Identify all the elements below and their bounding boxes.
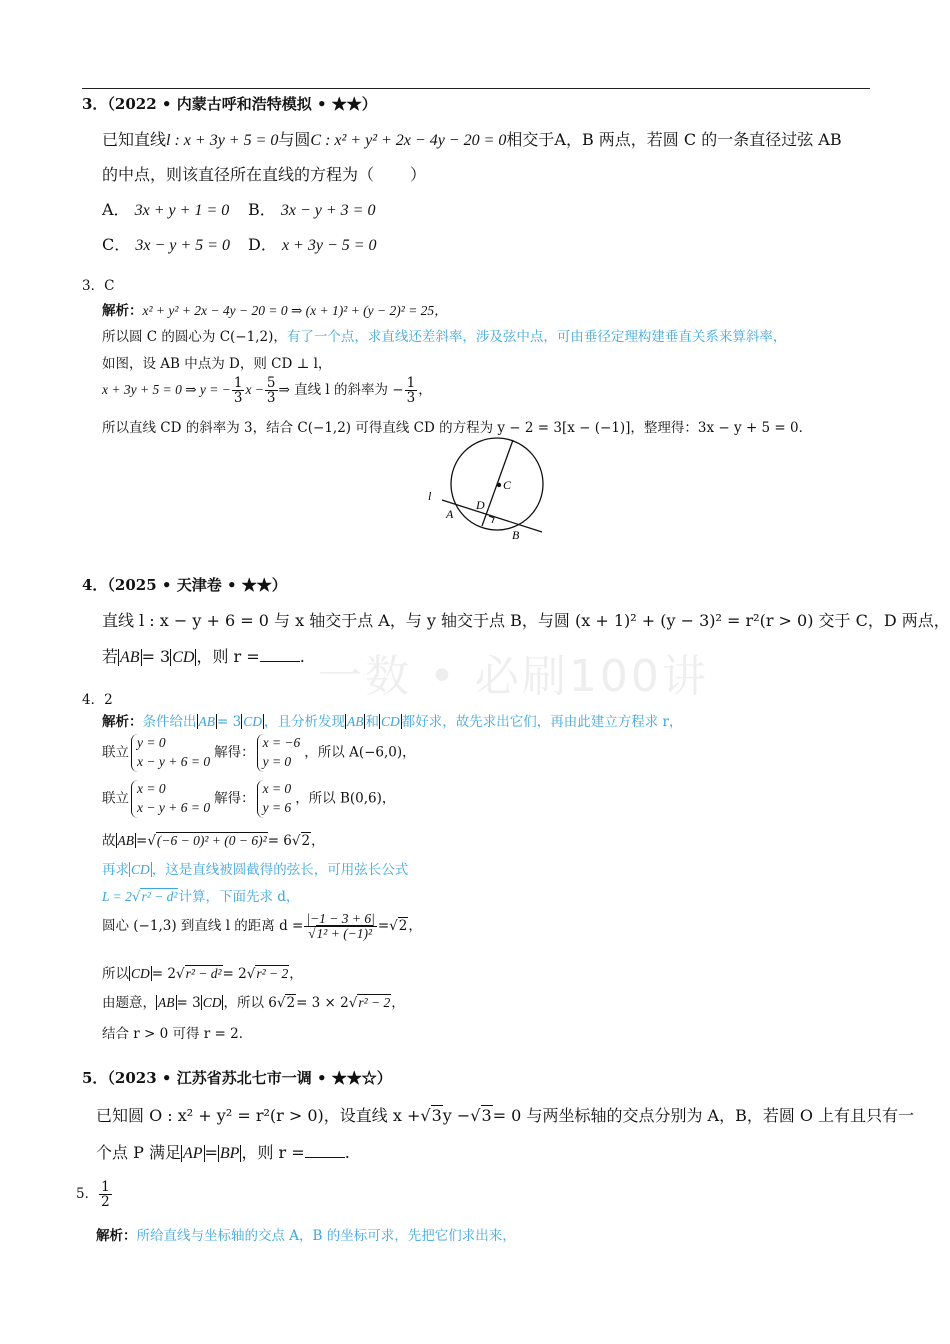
denominator: 3 [406, 390, 416, 407]
a4-text: ，所以 B(0,6)， [295, 790, 396, 807]
q3-option-c [102, 232, 230, 255]
a3-hint-note: 有了一个点，求直线还差斜率，涉及弦中点，可由垂径定理构建垂直关系来算斜率， [286, 329, 787, 345]
abs-cd: CD [380, 714, 400, 729]
hint-text: 和 [365, 714, 379, 730]
hint-text: 都好求，故先求出它们，再由此建立方程求 r， [401, 714, 683, 730]
numerator: 1 [101, 1179, 110, 1195]
a3-answer: 3．C [82, 278, 115, 294]
q3-stem-text: 已知直线 [102, 130, 167, 149]
numerator: 1 [233, 375, 243, 391]
hint-text: L = 2 [102, 889, 132, 904]
q5-text: = [204, 1143, 218, 1162]
q3-option-d [248, 232, 377, 255]
a4-line-ab: 故 AB =√(−6 − 0)² + (0 − 6)²= 6√2， [102, 833, 325, 849]
abs-cd: CD [202, 995, 222, 1010]
radicand: (−6 − 0)² + (0 − 6)² [156, 833, 267, 848]
system-row: y = 0 [262, 753, 292, 769]
q3-circle-figure [420, 432, 555, 542]
label-b: B [512, 528, 520, 542]
top-rule [82, 88, 870, 89]
a3-line2 [102, 325, 786, 345]
denominator: 2 [101, 1194, 110, 1211]
q5-text: 个点 P 满足 [96, 1143, 181, 1162]
q5-text: = 0 与两坐标轴的交点分别为 A，B，若圆 O 上有且只有一 [492, 1106, 915, 1125]
abs-bp: BP [219, 1145, 240, 1162]
q5-text: y − [442, 1106, 471, 1125]
a5-line1 [96, 1224, 516, 1244]
abs-ab: AB [158, 995, 175, 1010]
a4-system2 [102, 780, 395, 818]
hint-text: 计算，下面先求 d， [178, 889, 300, 905]
q5-stem-line1: 已知圆 O : x² + y² = r²(r > 0)，设直线 x +√3y −√3= 0 与两坐标轴的交点分别为 A，B，若圆 O 上有且只有一 [96, 1106, 915, 1125]
center-point [497, 483, 501, 487]
a4-text: = [136, 833, 148, 849]
q5-text: ，则 r = [241, 1143, 305, 1162]
q5-text: . [344, 1143, 350, 1162]
a5-answer [76, 1180, 113, 1209]
a4-text: 所以 [102, 966, 129, 982]
system-row: x − y + 6 = 0 [137, 753, 211, 769]
abs-ab: AB [198, 714, 215, 729]
a4-system1 [102, 734, 416, 772]
abs-ab: AB [120, 649, 140, 666]
a4-distance-line: 圆心 (−1,3) 到直线 l 的距离 d = $\frac{|-1 - 3 + 6|}{\text{√1² + (−1)²}}$ =√2， [102, 911, 422, 942]
solution-system [257, 780, 294, 818]
numerator: 1 [406, 375, 416, 391]
a4-text: 解得： [214, 744, 255, 761]
q3-option-b [248, 197, 375, 220]
radicand: r² − 2 [256, 966, 289, 981]
fraction [99, 1180, 112, 1209]
a3-line5: 所以直线 CD 的斜率为 3，结合 C(−1,2) 可得直线 CD 的方程为 y − 2 = 3[x − (−1)]，整理得：3x − y + 5 = 0． [102, 420, 813, 436]
radicand: 1² + (−1)² [316, 926, 373, 942]
abs-ab: AB [346, 714, 364, 729]
q4-stem-line1: 直线 l : x − y + 6 = 0 与 x 轴交于点 A，与 y 轴交于点 B，与圆 (x + 1)² + (y − 3)² = r²(r > 0) 交于 C，D 两点， [102, 611, 950, 630]
a3-equation: x² + y² + 2x − 4y − 20 = 0 ⇒ (x + 1)² + (y − 2)² = 25， [142, 303, 448, 318]
numerator: |−1 − 3 + 6| [306, 911, 375, 926]
radicand: 3 [431, 1106, 442, 1125]
a4-text: = [377, 918, 390, 935]
q5-stem-line2 [96, 1140, 350, 1163]
abs-cd: CD [243, 714, 262, 729]
a4-conclusion: 结合 r > 0 可得 r = 2． [102, 1026, 253, 1042]
a4-cd-line: 所以 CD = 2√r² − d²= 2√r² − 2， [102, 966, 303, 982]
abs-cd: CD [131, 862, 150, 877]
a5-hint-note: 所给直线与坐标轴的交点 A，B 的坐标可求，先把它们求出来， [136, 1228, 516, 1244]
jiexi-label: 解析： [96, 1228, 137, 1244]
equation-system [131, 734, 212, 772]
denominator: 3 [266, 390, 276, 407]
radicand: r² − d² [141, 889, 178, 904]
line-l [442, 500, 542, 532]
a3-text: x − [245, 382, 264, 398]
jiexi-label: 解析： [102, 714, 143, 730]
option-text: x + 3y − 5 = 0 [281, 237, 377, 254]
option-text: 3x + y + 1 = 0 [134, 202, 230, 219]
label-c: C [503, 478, 512, 492]
a4-text: 由题意， [102, 995, 156, 1011]
a3-line3: 如图，设 AB 中点为 D，则 CD ⊥ l， [102, 356, 332, 372]
a4-text: = 3 × 2 [296, 995, 349, 1011]
system-row: y = 6 [262, 799, 292, 815]
system-row: x = −6 [262, 735, 301, 750]
a4-text: ，所以 A(−6,0)， [304, 744, 416, 761]
radicand: 3 [481, 1106, 492, 1125]
denominator: 3 [233, 390, 243, 407]
fraction [232, 376, 245, 405]
a3-line4 [102, 376, 432, 405]
option-label: D． [248, 235, 277, 254]
q3-stem-line2 [102, 162, 426, 185]
q3-line-equation: l : x + 3y + 5 = 0 [166, 132, 279, 149]
a4-text: ， [391, 995, 405, 1011]
q3-stem-text: 相交于 [506, 130, 555, 149]
option-text: 3x − y + 5 = 0 [135, 237, 230, 254]
hint-text: = 3 [217, 714, 242, 730]
watermark: 一数 • 必刷100讲 [318, 651, 709, 702]
q3-circle-equation: C : x² + y² + 2x − 4y − 20 = 0 [310, 132, 507, 149]
q3-option-a [102, 197, 229, 220]
radicand: r² − d² [185, 966, 222, 981]
abs-ap: AP [182, 1145, 203, 1162]
option-label: C． [102, 235, 131, 254]
a4-text: 解得： [214, 790, 255, 807]
a5-text: 5． [76, 1186, 99, 1203]
a4-text: 圆心 (−1,3) 到直线 l 的距离 d = [102, 918, 304, 935]
a3-text: ⇒ 直线 l 的斜率为 − [278, 382, 404, 399]
q4-text: . [299, 647, 305, 666]
answer-blank [260, 661, 300, 662]
a4-text: ，所以 6 [223, 995, 277, 1011]
radicand: 2 [398, 918, 408, 935]
system-row: x = 0 [262, 781, 292, 796]
label-a: A [446, 507, 454, 521]
abs-cd: CD [172, 649, 195, 666]
a4-text: ， [311, 833, 325, 849]
a4-text: ， [408, 918, 422, 935]
a3-line1 [102, 299, 448, 319]
q4-text: 若 [102, 647, 119, 666]
q5-text: 已知圆 O : x² + y² = r²(r > 0)，设直线 x + [96, 1106, 421, 1125]
option-label: A． [102, 200, 130, 219]
denominator: √1² + (−1)² [308, 926, 373, 942]
solution-system [257, 734, 303, 772]
radicand: 2 [286, 995, 296, 1011]
q3-stem-text: 的中点，则该直径所在直线的方程为（ [102, 165, 375, 184]
abs-cd: CD [131, 966, 150, 981]
q4-text: ，则 r = [196, 647, 260, 666]
a4-note3: L = 2√r² − d²计算，下面先求 d， [102, 889, 300, 905]
a4-text: 故 [102, 833, 116, 849]
q3-stem-text: ） [410, 165, 427, 184]
a4-text: 联立 [102, 744, 129, 761]
a4-text: 联立 [102, 790, 129, 807]
radicand: 2 [301, 833, 311, 849]
a4-note2 [102, 858, 408, 878]
a4-text: = 3 [176, 995, 201, 1011]
a4-answer: 4．2 [82, 692, 113, 708]
q3-stem-line1 [102, 127, 842, 150]
q3-stem-text: A，B 两点，若圆 C 的一条直径过弦 AB [554, 130, 842, 149]
q4-stem-line2 [102, 644, 305, 667]
a3-text: ， [418, 382, 432, 399]
a4-text: = 2 [151, 966, 176, 982]
label-l: l [428, 489, 432, 503]
hint-text: 条件给出 [142, 714, 197, 730]
a4-equation-line: 由题意， AB = 3 CD ，所以 6√2= 3 × 2√r² − 2， [102, 995, 405, 1011]
a3-text: x + 3y + 5 = 0 ⇒ y = − [102, 382, 231, 398]
q3-stem-text: 与圆 [278, 130, 311, 149]
hint-text: ，这是直线被圆截得的弦长，可用弦长公式 [151, 862, 409, 878]
a4-text: = 6 [267, 833, 292, 849]
a4-hint-note [143, 714, 683, 730]
q3-header: 3．（2022 • 内蒙古呼和浩特模拟 • ★★） [82, 95, 377, 113]
numerator: 5 [266, 375, 276, 391]
q4-header: 4．（2025 • 天津卷 • ★★） [82, 576, 287, 594]
system-row: x − y + 6 = 0 [137, 799, 211, 815]
label-d: D [476, 498, 485, 512]
q4-text: = 3 [141, 647, 171, 666]
a4-text: ， [289, 966, 303, 982]
a4-text: = 2 [222, 966, 247, 982]
unused [420, 432, 443, 542]
a3-text: 所以圆 C 的圆心为 C(−1,2)， [102, 329, 287, 345]
answer-blank [305, 1157, 345, 1158]
system-row: x = 0 [137, 781, 166, 796]
a4-note1 [102, 710, 682, 730]
hint-text: ，且分析发现 [263, 714, 345, 730]
jiexi-label: 解析： [102, 303, 143, 319]
option-text: 3x − y + 3 = 0 [280, 202, 376, 219]
system-row: y = 0 [137, 735, 166, 750]
fraction [405, 376, 418, 405]
fraction [265, 376, 278, 405]
abs-ab: AB [117, 833, 134, 848]
equation-system [131, 780, 212, 818]
hint-text: 再求 [102, 862, 129, 878]
option-label: B． [248, 200, 276, 219]
radicand: r² − 2 [358, 995, 391, 1010]
q5-header: 5．（2023 • 江苏省苏北七市一调 • ★★☆） [82, 1069, 392, 1087]
fraction [304, 912, 377, 941]
